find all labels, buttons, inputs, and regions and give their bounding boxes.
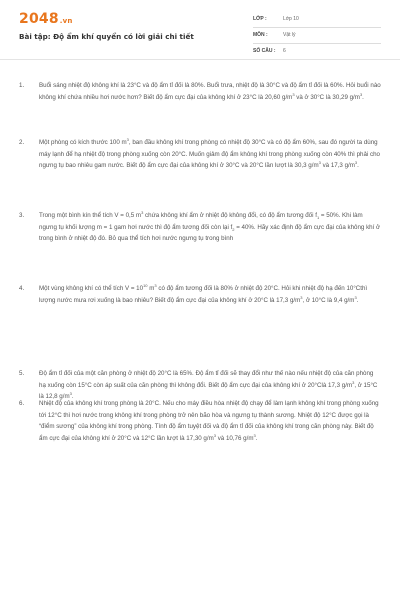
question-item [19, 283, 381, 306]
meta-row-class [253, 14, 381, 28]
question-text: Nhiệt độ của không khí trong phòng là 20°C. Nếu cho máy điều hòa nhiệt độ chạy để làm lạnh không khí trong phòng xuống tới 12°C thì hơi nước trong không khí trong phòng trở nên bão hòa và ngưng tụ thành sương. Nhiệt độ 12°C được gọi là “điểm sương” của không khí trong phòng. Tính độ ẩm tuyệt đối và độ ẩm tỉ đối của không khí trong căn phòng này. Biết độ ẩm cực đại của không khí ở 20°C và 12°C lần lượt là 17,30 $g/m^3$ và 10,76 $g/m^3$. [39, 400, 379, 443]
question-item [19, 137, 381, 172]
question-number: 3. [19, 212, 25, 219]
meta-table [253, 14, 381, 62]
question-number: 1. [19, 82, 25, 89]
question-number: 5. [19, 370, 25, 377]
question-number: 4. [19, 285, 25, 292]
meta-key: LỚP : [253, 16, 267, 22]
question-number: 2. [19, 139, 25, 146]
question-text: Trong một bình kín thể tích V = 0,5 $m^3$ chứa không khí ẩm ở nhiệt độ không đổi, có độ ẩm tương đối $f_1 = 50\%$. Khi làm ngưng tụ khối lượng m = 1 gam hơi nước thì độ ẩm tương đối còn lại $f_2 = 40\%$. Hãy xác định độ ẩm cực đại của không khí ở trong bình ở nhiệt độ đó. Bỏ qua thể tích hơi nước ngưng tụ trong bình [39, 209, 381, 243]
meta-value: 6 [283, 48, 286, 54]
question-text: Độ ẩm tỉ đối của một căn phòng ở nhiệt độ 20°C là 65%. Độ ẩm tỉ đối sẽ thay đổi như thế nào nếu nhiệt độ của căn phòng hạ xuống còn 15°C còn áp suất của căn phòng thì không đổi. Biết độ ẩm cực đại của không khí ở 20°Clà 17,3 $g/m^3$, ở 15°C là 12,8 $g/m^3$. [39, 370, 378, 401]
question-item [19, 398, 381, 445]
question-text: Một phòng có kích thước 100 $m^3$, ban đầu không khí trong phòng có nhiệt độ 30°C và có độ ẩm 60%, sau đó người ta dùng máy lạnh để hạ nhiệt độ trong phòng xuống còn 20°C. Muốn giảm độ ẩm không khí trong phòng xuống còn 40% thì phải cho ngưng tụ bao nhiêu gam nước. Biết độ ẩm cực đại của không khí ở 30°C và 20°C lần lượt là 30,3 $g/m^3$ và 17,3 $g/m^3$. [39, 136, 380, 170]
header-divider [0, 59, 400, 60]
meta-key: SỐ CÂU : [253, 48, 276, 54]
logo-main: 2048 [19, 11, 59, 27]
question-text: Một vùng không khí có thể tích $V = 10^{10}$ $m^3$ có độ ẩm tương đối là 80% ở nhiệt độ 20°C. Hỏi khi nhiệt độ hạ đến 10°Cthì lượng nước mưa rơi xuống là bao nhiêu? Biết độ ẩm cực đại của không khí ở 20°C là 17,3 $g/m^3$, ở 10°C là 9,4 $g/m^3$. [39, 282, 368, 304]
question-item [19, 80, 381, 103]
meta-value: Vật lý [283, 32, 296, 38]
site-logo[interactable] [19, 11, 73, 27]
question-number: 6. [19, 400, 25, 407]
meta-key: MÔN : [253, 32, 268, 38]
meta-row-count [253, 46, 381, 60]
logo-suffix: .vn [59, 17, 73, 25]
meta-value: Lớp 10 [283, 16, 299, 22]
meta-row-subject [253, 30, 381, 44]
question-text: Buổi sáng nhiệt độ không khí là 23°C và độ ẩm tỉ đối là 80%. Buổi trưa, nhiệt độ là 30°C và độ ẩm tỉ đối là 60%. Hỏi buổi nào không khí chứa nhiều hơi nước hơn? Biết độ ẩm cực đại của không khí ở 23°C là 20,60 $g/m^3$ và ở 30°C là 30,29 $g/m^3$. [39, 82, 381, 101]
page-title: Bài tập: Độ ẩm khí quyển có lời giải chi tiết [19, 32, 194, 41]
question-item [19, 210, 381, 245]
